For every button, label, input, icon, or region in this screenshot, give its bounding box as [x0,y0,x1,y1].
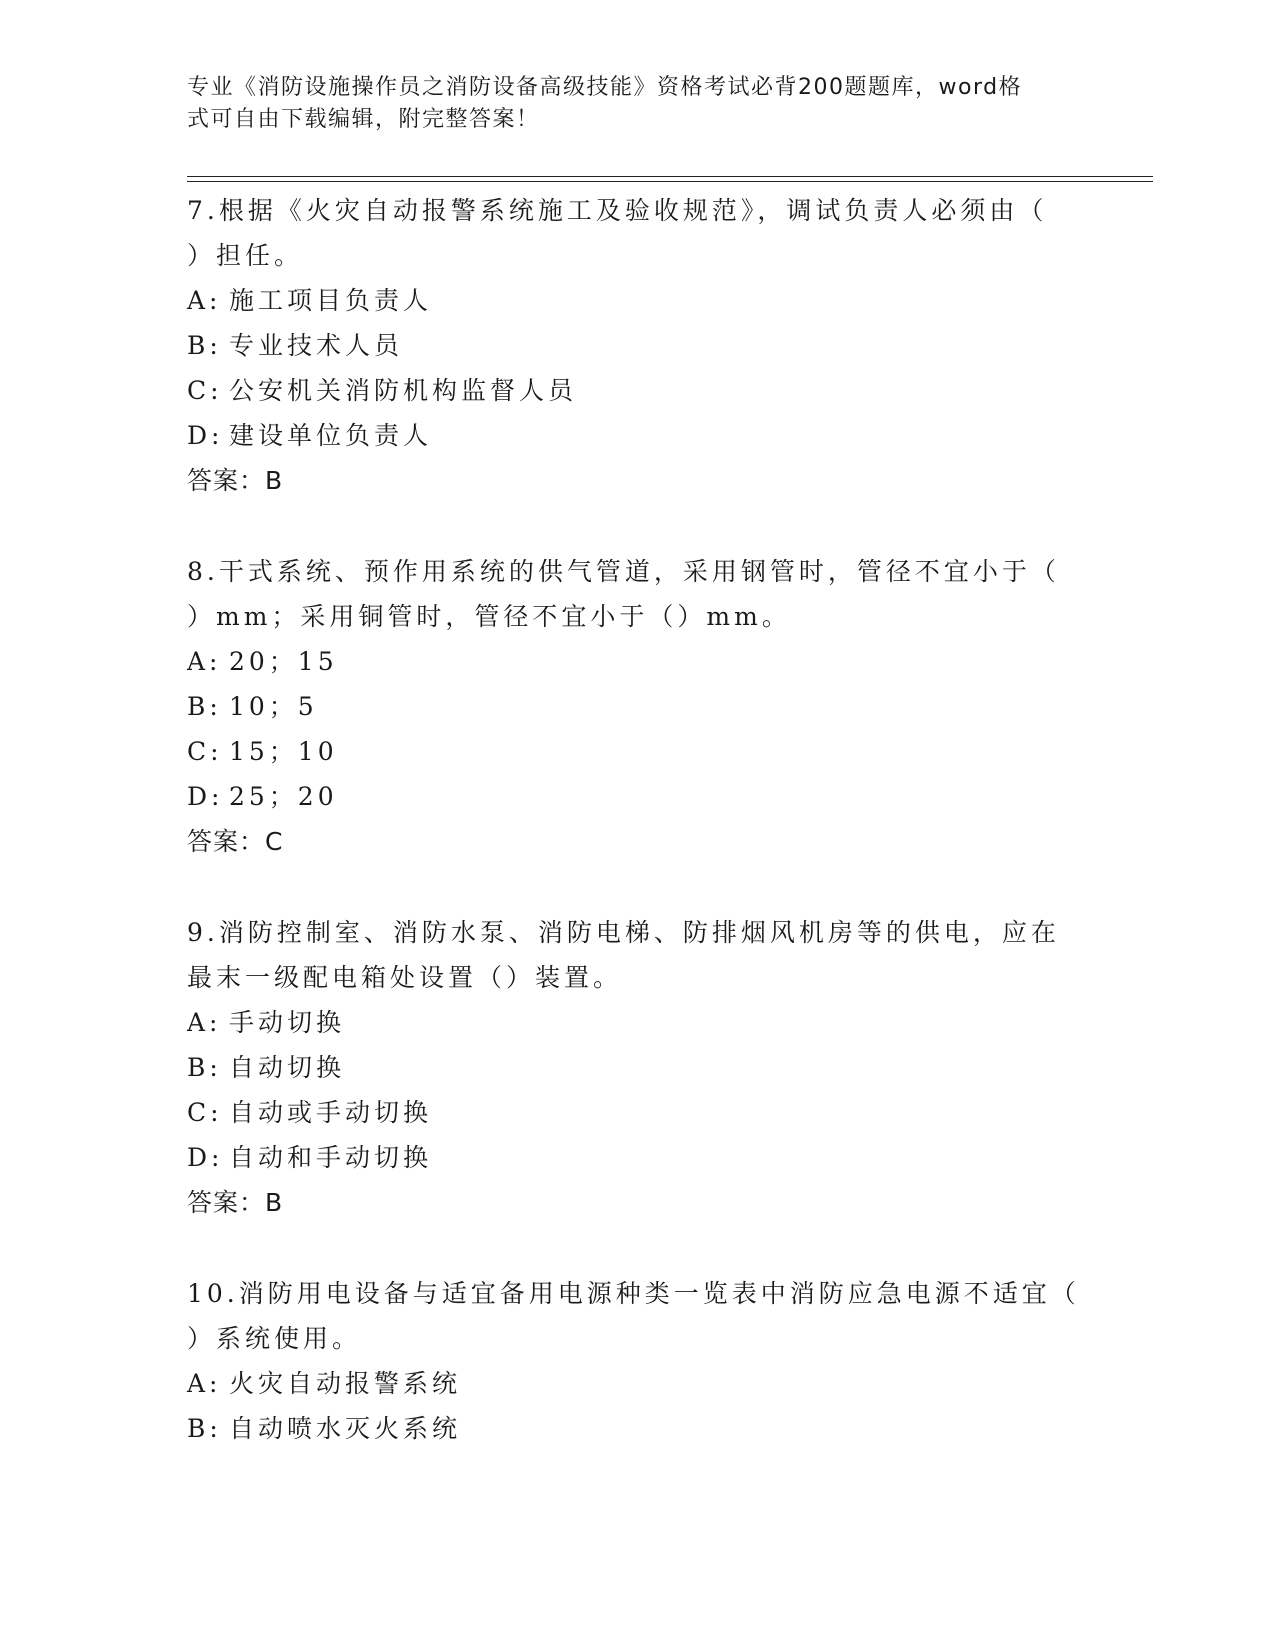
option-text: 自动和手动切换 [229,1143,433,1172]
option-d [187,1135,1087,1180]
option-text: 施工项目负责人 [229,286,433,315]
option-key: B: [187,1053,222,1082]
option-text: 建设单位负责人 [229,421,433,450]
question-stem-line-2: 最末一级配电箱处设置（）装置。 [187,963,623,992]
option-key: A: [187,647,222,676]
option-a [187,278,1087,323]
question-stem-line-1: 10.消防用电设备与适宜备用电源种类一览表中消防应急电源不适宜（ [187,1279,1080,1308]
option-key: D: [187,782,224,811]
option-c [187,368,1087,413]
answer-line: 答案：B [187,1188,284,1217]
header-divider-bottom [187,181,1153,182]
option-key: A: [187,286,222,315]
option-key: B: [187,692,222,721]
option-b [187,323,1087,368]
option-text: 火灾自动报警系统 [229,1369,462,1398]
question-stem-line-2: ）系统使用。 [187,1324,362,1353]
option-key: D: [187,1143,224,1172]
header-title-line-2: 式可自由下载编辑，附完整答案！ [187,107,540,132]
option-key: C: [187,1098,223,1127]
question-list [187,188,1087,1497]
header-divider-top [187,176,1153,177]
option-key: A: [187,1369,222,1398]
option-text: 20；15 [229,647,338,676]
document-header [187,72,1067,136]
question-9 [187,910,1087,1225]
option-b [187,1045,1087,1090]
option-d [187,413,1087,458]
question-8 [187,549,1087,864]
option-text: 自动喷水灭火系统 [229,1414,462,1443]
option-text: 25；20 [229,782,338,811]
option-key: B: [187,1414,222,1443]
option-key: A: [187,1008,222,1037]
option-a [187,1000,1087,1045]
answer-line: 答案：C [187,827,284,856]
answer-line: 答案：B [187,466,284,495]
option-a [187,639,1087,684]
question-stem-line-1: 9.消防控制室、消防水泵、消防电梯、防排烟风机房等的供电，应在 [187,918,1060,947]
option-text: 自动切换 [229,1053,346,1082]
option-text: 15；10 [229,737,338,766]
option-c [187,729,1087,774]
option-text: 公安机关消防机构监督人员 [229,376,578,405]
option-key: C: [187,737,223,766]
question-stem-line-2: ）mm；采用铜管时，管径不宜小于（）mm。 [187,602,791,631]
option-key: B: [187,331,222,360]
option-text: 专业技术人员 [229,331,404,360]
option-text: 自动或手动切换 [229,1098,433,1127]
question-10 [187,1271,1087,1451]
header-title-line-1: 专业《消防设施操作员之消防设备高级技能》资格考试必背200题题库，word格 [187,75,1023,100]
question-stem-line-1: 7.根据《火灾自动报警系统施工及验收规范》，调试负责人必须由（ [187,196,1048,225]
question-stem-line-2: ）担任。 [187,241,304,270]
option-key: C: [187,376,223,405]
option-text: 10；5 [229,692,318,721]
option-key: D: [187,421,224,450]
option-b [187,1406,1087,1451]
question-7 [187,188,1087,503]
option-text: 手动切换 [229,1008,346,1037]
option-b [187,684,1087,729]
option-d [187,774,1087,819]
option-c [187,1090,1087,1135]
option-a [187,1361,1087,1406]
question-stem-line-1: 8.干式系统、预作用系统的供气管道，采用钢管时，管径不宜小于（ [187,557,1060,586]
